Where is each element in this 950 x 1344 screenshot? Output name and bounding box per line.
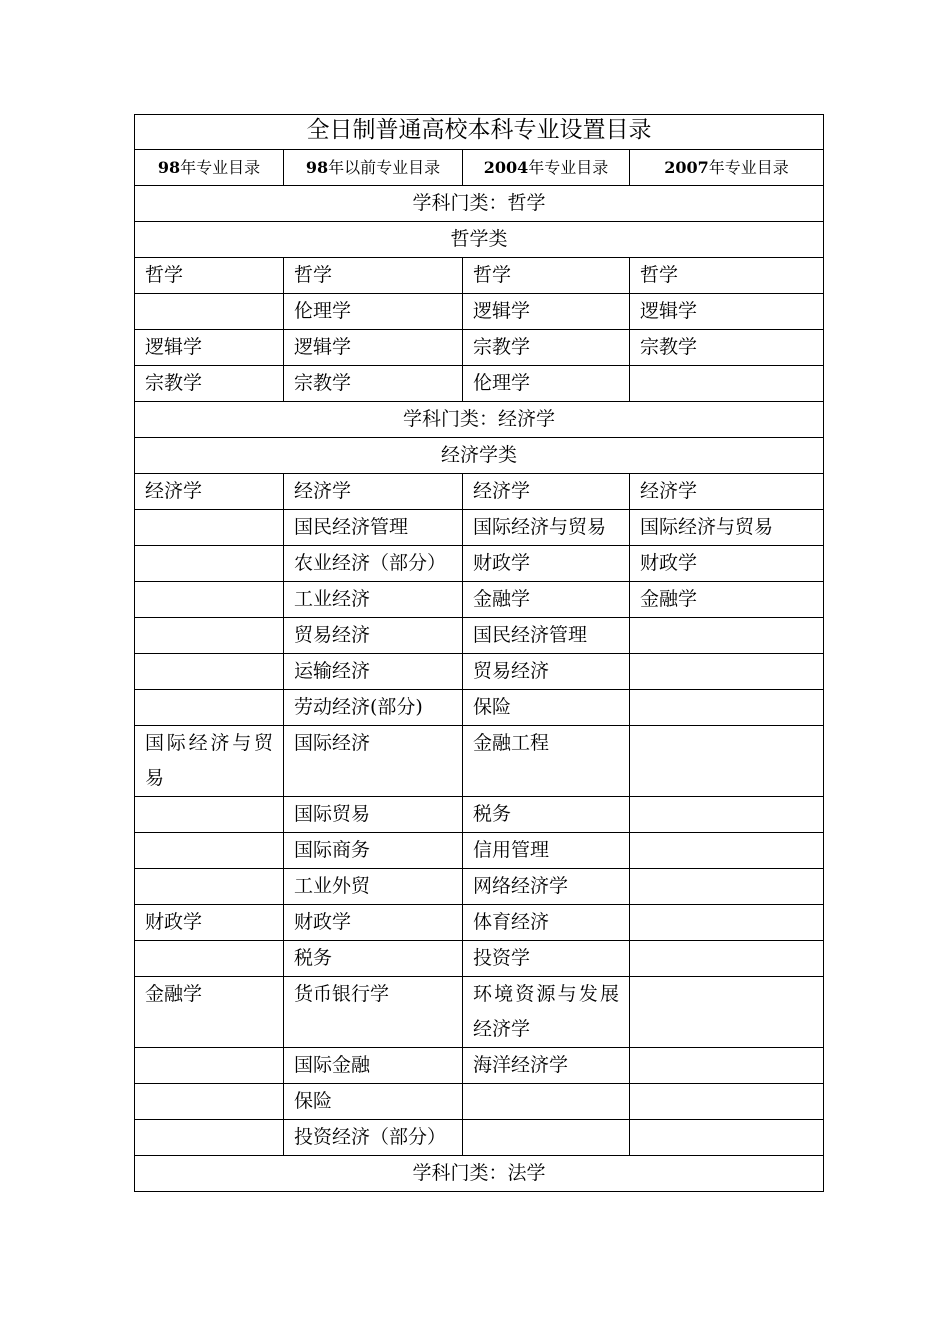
- cell-pre-98: 经济学: [284, 474, 463, 510]
- table-row: [135, 869, 824, 905]
- cell-2004: 税务: [463, 797, 630, 833]
- cell-pre-98: 国际金融: [284, 1048, 463, 1084]
- cell-98: [135, 618, 284, 654]
- table-row: [135, 1084, 824, 1120]
- cell-pre-98: 保险: [284, 1084, 463, 1120]
- cell-2004: 网络经济学: [463, 869, 630, 905]
- cell-2007: [630, 1084, 824, 1120]
- table-row: [135, 330, 824, 366]
- cell-pre-98: 伦理学: [284, 294, 463, 330]
- cell-pre-98: 国际经济: [284, 726, 463, 797]
- table-row: [135, 1120, 824, 1156]
- cell-2007: [630, 366, 824, 402]
- cell-2004: 投资学: [463, 941, 630, 977]
- cell-2004: 国民经济管理: [463, 618, 630, 654]
- cell-2007: [630, 654, 824, 690]
- header-row: [135, 150, 824, 186]
- cell-2004: 国际经济与贸易: [463, 510, 630, 546]
- cell-2004: 金融工程: [463, 726, 630, 797]
- category-row: [135, 1156, 824, 1192]
- cell-pre-98: 财政学: [284, 905, 463, 941]
- cell-2007: [630, 690, 824, 726]
- cell-98: [135, 1048, 284, 1084]
- cell-98: [135, 510, 284, 546]
- cell-2007: 国际经济与贸易: [630, 510, 824, 546]
- cell-98: [135, 1120, 284, 1156]
- cell-98: [135, 690, 284, 726]
- cell-98: [135, 941, 284, 977]
- cell-2004: 经济学: [463, 474, 630, 510]
- cell-pre-98: 宗教学: [284, 366, 463, 402]
- cell-pre-98: 逻辑学: [284, 330, 463, 366]
- column-header-98: [135, 150, 284, 186]
- cell-2007: [630, 618, 824, 654]
- cell-pre-98: 工业经济: [284, 582, 463, 618]
- cell-98: 财政学: [135, 905, 284, 941]
- cell-98: [135, 833, 284, 869]
- cell-pre-98: 国际商务: [284, 833, 463, 869]
- cell-2007: [630, 905, 824, 941]
- category-row: [135, 186, 824, 222]
- cell-98: [135, 546, 284, 582]
- cell-2007: 经济学: [630, 474, 824, 510]
- header-year: 98: [305, 158, 329, 177]
- cell-2004: 信用管理: [463, 833, 630, 869]
- cell-2007: [630, 941, 824, 977]
- cell-pre-98: 运输经济: [284, 654, 463, 690]
- column-header-pre-98: [284, 150, 463, 186]
- column-header-2004: [463, 150, 630, 186]
- cell-2007: 金融学: [630, 582, 824, 618]
- cell-2004: 宗教学: [463, 330, 630, 366]
- cell-98: [135, 869, 284, 905]
- title-row: [135, 115, 824, 150]
- cell-pre-98: 工业外贸: [284, 869, 463, 905]
- cell-2007: [630, 833, 824, 869]
- table-row: [135, 726, 824, 797]
- table-row: [135, 690, 824, 726]
- cell-2007: 哲学: [630, 258, 824, 294]
- table-row: [135, 258, 824, 294]
- table-row: [135, 510, 824, 546]
- cell-pre-98: 哲学: [284, 258, 463, 294]
- cell-98: 哲学: [135, 258, 284, 294]
- table-row: [135, 905, 824, 941]
- document-title: 全日制普通高校本科专业设置目录: [135, 115, 824, 150]
- cell-98: 逻辑学: [135, 330, 284, 366]
- cell-2004: [463, 1120, 630, 1156]
- cell-2007: [630, 1120, 824, 1156]
- cell-2007: [630, 869, 824, 905]
- cell-2004: 体育经济: [463, 905, 630, 941]
- table-row: [135, 366, 824, 402]
- major-catalog-table: [134, 114, 824, 1192]
- cell-98: [135, 1084, 284, 1120]
- cell-2004: 环境资源与发展经济学: [463, 977, 630, 1048]
- cell-2004: 财政学: [463, 546, 630, 582]
- column-header-2007: [630, 150, 824, 186]
- cell-pre-98: 投资经济（部分）: [284, 1120, 463, 1156]
- cell-2004: 伦理学: [463, 366, 630, 402]
- header-year: 2007: [664, 158, 709, 177]
- discipline-class: 经济学类: [135, 438, 824, 474]
- cell-pre-98: 货币银行学: [284, 977, 463, 1048]
- cell-2004: 逻辑学: [463, 294, 630, 330]
- cell-2007: [630, 726, 824, 797]
- header-suffix: 年专业目录: [528, 158, 609, 177]
- table-row: [135, 294, 824, 330]
- table-row: [135, 546, 824, 582]
- table-row: [135, 618, 824, 654]
- header-suffix: 年专业目录: [180, 158, 261, 177]
- cell-pre-98: 税务: [284, 941, 463, 977]
- cell-2004: [463, 1084, 630, 1120]
- cell-98: [135, 797, 284, 833]
- cell-98: [135, 294, 284, 330]
- table-row: [135, 582, 824, 618]
- category-row: [135, 402, 824, 438]
- cell-pre-98: 贸易经济: [284, 618, 463, 654]
- cell-98: 金融学: [135, 977, 284, 1048]
- discipline-category: 学科门类：法学: [135, 1156, 824, 1192]
- cell-2004: 保险: [463, 690, 630, 726]
- discipline-category: 学科门类：经济学: [135, 402, 824, 438]
- cell-2004: 海洋经济学: [463, 1048, 630, 1084]
- cell-98: [135, 654, 284, 690]
- table-row: [135, 654, 824, 690]
- table-row: [135, 977, 824, 1048]
- cell-2007: 宗教学: [630, 330, 824, 366]
- cell-98: [135, 582, 284, 618]
- header-year: 98: [157, 158, 181, 177]
- header-suffix: 年专业目录: [708, 158, 789, 177]
- class-row: [135, 438, 824, 474]
- discipline-category: 学科门类：哲学: [135, 186, 824, 222]
- table-row: [135, 797, 824, 833]
- catalog-body: [135, 115, 824, 1192]
- table-row: [135, 474, 824, 510]
- header-year: 2004: [483, 158, 529, 177]
- class-row: [135, 222, 824, 258]
- cell-2007: [630, 797, 824, 833]
- cell-2004: 贸易经济: [463, 654, 630, 690]
- cell-pre-98: 国民经济管理: [284, 510, 463, 546]
- cell-2004: 哲学: [463, 258, 630, 294]
- table-row: [135, 1048, 824, 1084]
- cell-2007: 逻辑学: [630, 294, 824, 330]
- cell-2007: 财政学: [630, 546, 824, 582]
- cell-98: 宗教学: [135, 366, 284, 402]
- cell-98: 国际经济与贸易: [135, 726, 284, 797]
- cell-pre-98: 国际贸易: [284, 797, 463, 833]
- cell-98: 经济学: [135, 474, 284, 510]
- cell-2007: [630, 977, 824, 1048]
- cell-2007: [630, 1048, 824, 1084]
- table-row: [135, 833, 824, 869]
- table-row: [135, 941, 824, 977]
- header-suffix: 年以前专业目录: [328, 158, 441, 177]
- cell-pre-98: 劳动经济(部分): [284, 690, 463, 726]
- cell-2004: 金融学: [463, 582, 630, 618]
- discipline-class: 哲学类: [135, 222, 824, 258]
- cell-pre-98: 农业经济（部分）: [284, 546, 463, 582]
